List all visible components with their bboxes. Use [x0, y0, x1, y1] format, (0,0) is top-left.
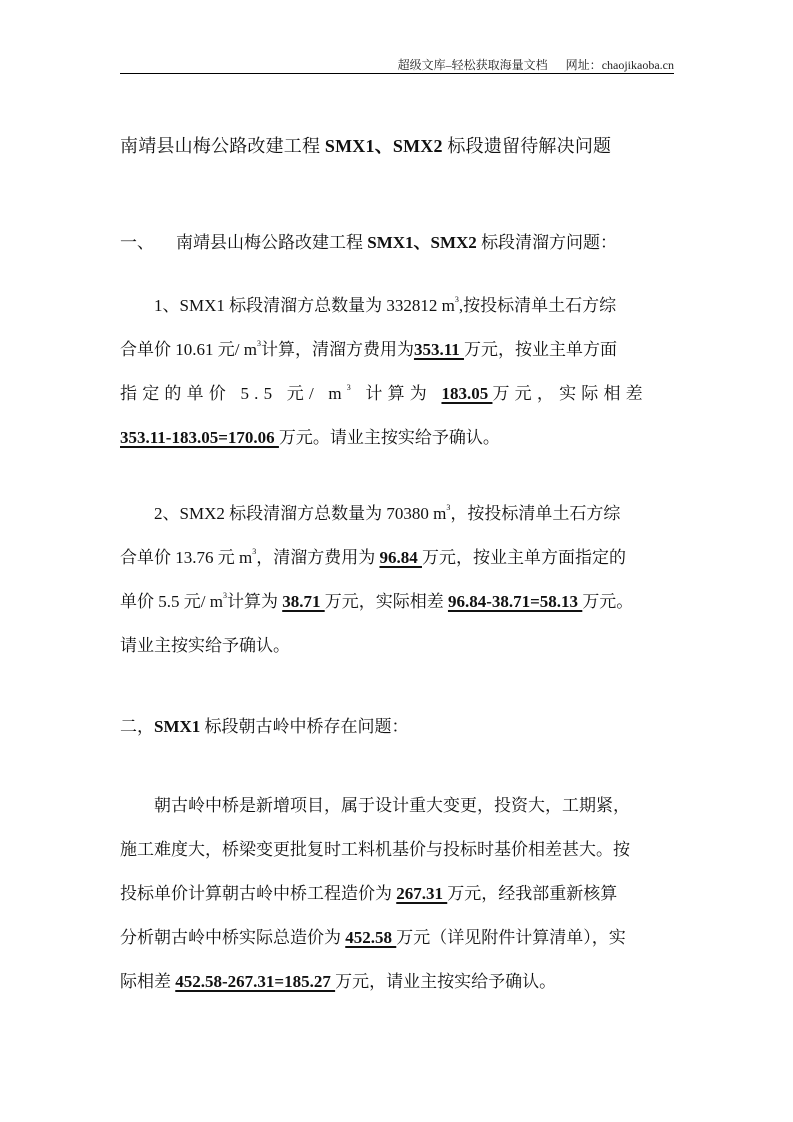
value-smx1-difference: 353.11-183.05=170.06	[120, 428, 279, 447]
text: 计算，清溜方费用为	[260, 340, 414, 359]
text: 万元，经我部重新核算	[447, 884, 618, 903]
superscript: 3	[222, 591, 227, 600]
header-url-label: 网址：	[565, 58, 602, 72]
section-1-bold: SMX1、SMX2	[367, 233, 477, 252]
header-url: chaojikaoba.cn	[601, 58, 674, 72]
text: 万元，按业主单方面指定的	[421, 548, 626, 567]
superscript: 3	[256, 339, 261, 348]
text: 施工难度大，桥梁变更批复时工料机基价与投标时基价相差甚大。按	[120, 840, 630, 859]
text: ,按投标清单土石方综	[458, 296, 617, 315]
section-1-heading	[120, 228, 617, 253]
text: ，清溜方费用为	[256, 548, 380, 567]
section-2-prefix: 二，	[120, 717, 154, 736]
section-1-number: 一、	[120, 233, 154, 252]
text: 万元（详见附件计算清单），实	[396, 928, 626, 947]
text: 单价 5.5 元/ m	[120, 592, 223, 611]
paragraph-item-3	[120, 784, 676, 1004]
value-bridge-bid-cost: 267.31	[396, 884, 448, 903]
paragraph-item-2	[120, 492, 676, 668]
header-divider	[120, 73, 674, 74]
text: 投标单价计算朝古岭中桥工程造价为	[120, 884, 397, 903]
text: 请业主按实给予确认。	[120, 636, 290, 655]
text: 万元，实际相差	[492, 384, 648, 403]
header-site-text: 超级文库–轻松获取海量文档	[397, 58, 548, 72]
superscript: 3	[346, 383, 356, 392]
value-bridge-actual-cost: 452.58	[345, 928, 397, 947]
value-smx2-difference: 96.84-38.71=58.13	[447, 592, 583, 611]
title-bold: SMX1、SMX2	[324, 136, 443, 156]
superscript: 3	[454, 295, 459, 304]
superscript: 3	[446, 503, 451, 512]
text: 际相差	[120, 972, 176, 991]
text: 计算为	[226, 592, 283, 611]
value-smx2-owner-cost: 38.71	[282, 592, 325, 611]
text: 2、SMX2 标段清溜方总数量为 70380 m	[154, 504, 447, 523]
value-smx2-cost: 96.84	[379, 548, 422, 567]
title-suffix: 标段遗留待解决问题	[442, 136, 612, 156]
title-prefix: 南靖县山梅公路改建工程	[120, 136, 325, 156]
text: 万元，按业主单方面	[464, 340, 618, 359]
value-bridge-difference: 452.58-267.31=185.27	[175, 972, 336, 991]
text: 1、SMX1 标段清溜方总数量为 332812 m	[154, 296, 455, 315]
section-2-heading	[120, 712, 409, 737]
text: 万元。请业主按实给予确认。	[278, 428, 500, 447]
superscript: 3	[252, 547, 257, 556]
section-1-suffix: 标段清溜方问题：	[476, 233, 618, 252]
section-2-suffix: 标段朝古岭中桥存在问题：	[200, 717, 409, 736]
document-title	[120, 132, 611, 158]
text: 指定的单价 5.5 元/ m	[120, 384, 347, 403]
text: 计算为	[365, 384, 433, 403]
text: 万元。	[582, 592, 634, 611]
text: ，按投标清单土石方综	[450, 504, 621, 523]
text: 万元，实际相差	[324, 592, 448, 611]
value-smx1-owner-cost: 183.05	[441, 384, 493, 403]
text: 朝古岭中桥是新增项目，属于设计重大变更，投资大，工期紧，	[154, 796, 630, 815]
section-2-bold: SMX1	[154, 717, 201, 736]
section-1-prefix: 南靖县山梅公路改建工程	[176, 233, 368, 252]
text: 万元，请业主按实给予确认。	[335, 972, 557, 991]
value-smx1-cost: 353.11	[413, 340, 465, 359]
text: 合单价 13.76 元 m	[120, 548, 253, 567]
text: 合单价 10.61 元/ m	[120, 340, 257, 359]
text: 分析朝古岭中桥实际总造价为	[120, 928, 346, 947]
page-header	[120, 56, 674, 73]
paragraph-item-1	[120, 284, 676, 460]
